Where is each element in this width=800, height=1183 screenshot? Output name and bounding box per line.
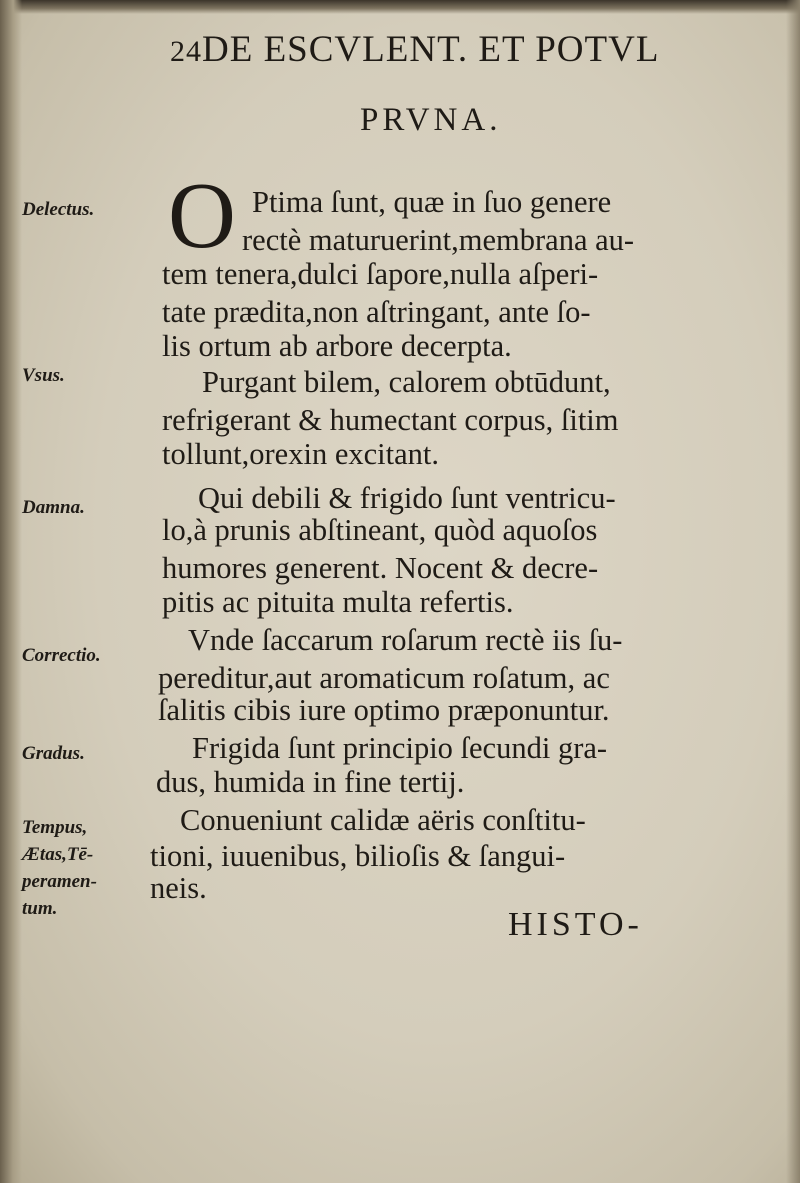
text-line: Frigida ſunt principio ſecundi gra- xyxy=(192,731,608,765)
text-line: tollunt,orexin excitant. xyxy=(162,437,439,471)
margin-note-tempus-4: tum. xyxy=(22,898,58,919)
margin-note-tempus-1: Tempus, xyxy=(22,817,88,838)
margin-note-tempus-2: Ætas,Tē- xyxy=(22,844,94,865)
text-line: rectè maturuerint,membrana au- xyxy=(242,223,635,257)
text-line: Ptima ſunt, quæ in ſuo genere xyxy=(252,185,612,219)
text-line: pitis ac pituita multa refertis. xyxy=(162,585,514,619)
page-number: 24 xyxy=(170,35,202,68)
page-top-edge xyxy=(0,0,800,14)
text-line: Purgant bilem, calorem obtūdunt, xyxy=(202,365,611,399)
margin-note-usus: Vsus. xyxy=(22,365,65,386)
text-line: pereditur,aut aromaticum roſatum, ac xyxy=(158,661,610,695)
text-line: tioni, iuuenibus, bilioſis & ſangui- xyxy=(150,839,566,873)
section-title: PRVNA. xyxy=(360,102,502,138)
margin-note-gradus: Gradus. xyxy=(22,743,85,764)
margin-note-delectus: Delectus. xyxy=(22,199,95,220)
text-line: lo,à prunis abſtineant, quòd aquoſos xyxy=(162,513,598,547)
text-line: ſalitis cibis iure optimo præponuntur. xyxy=(158,693,610,727)
text-line: humores generent. Nocent & decre- xyxy=(162,551,599,585)
running-title: DE ESCVLENT. ET POTVL xyxy=(202,29,660,70)
text-line: neis. xyxy=(150,871,207,905)
text-line: Vnde ſaccarum roſarum rectè iis ſu- xyxy=(188,623,623,657)
margin-note-tempus-3: peramen- xyxy=(22,871,97,892)
catchword: HISTO- xyxy=(508,906,643,943)
drop-initial: O xyxy=(168,164,236,268)
margin-note-damna: Damna. xyxy=(22,497,85,518)
text-line: dus, humida in fine tertij. xyxy=(156,765,465,799)
text-line: refrigerant & humectant corpus, ſitim xyxy=(162,403,619,437)
text-line: Qui debili & frigido ſunt ventricu- xyxy=(198,481,616,515)
page-right-edge xyxy=(786,0,800,1183)
margin-note-correctio: Correctio. xyxy=(22,645,101,666)
text-line: lis ortum ab arbore decerpta. xyxy=(162,329,512,363)
text-line: Conueniunt calidæ aëris conſtitu- xyxy=(180,803,586,837)
page-binding-edge xyxy=(0,0,22,1183)
text-line: tem tenera,dulci ſapore,nulla aſperi- xyxy=(162,257,599,291)
running-header xyxy=(170,28,730,78)
text-line: tate prædita,non aſtringant, ante ſo- xyxy=(162,295,591,329)
